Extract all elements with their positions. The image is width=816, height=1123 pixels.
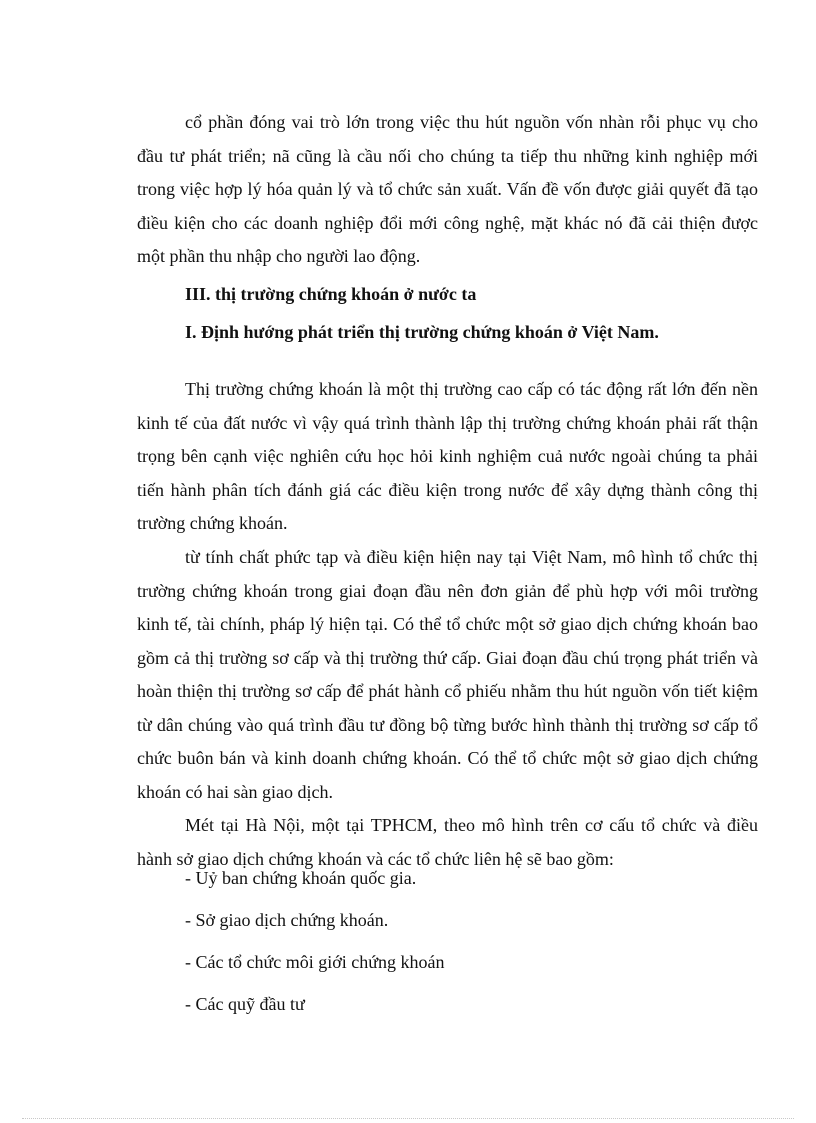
page-bottom-divider	[22, 1118, 794, 1119]
list-item: - Sở giao dịch chứng khoán.	[185, 910, 389, 930]
paragraph-share-capital: cổ phần đóng vai trò lớn trong việc thu hút nguồn vốn nhàn rỗi phục vụ cho đầu tư phát triển; nã cũng là cầu nối cho chúng ta tiếp thu những kinh nghiệp mới trong việc hợp lý hóa quản lý và tổ chức sản xuất. Vấn đề vốn được giải quyết đã tạo điều kiện cho các doanh nghiệp đổi mới công nghệ, mặt khác nó đã cải thiện được một phần thu nhập cho người lao động.	[137, 112, 758, 266]
paragraph-exchange-structure: Mét tại Hà Nội, một tại TPHCM, theo mô hình trên cơ cấu tổ chức và điều hành sở giao dịch chứng khoán và các tổ chức liên hệ sẽ bao gồm:	[137, 815, 758, 869]
organization-list	[185, 862, 758, 1030]
list-item: - Các tổ chức môi giới chứng khoán	[185, 952, 445, 972]
list-item: - Các quỹ đầu tư	[185, 994, 305, 1014]
paragraph-market-model: từ tính chất phức tạp và điều kiện hiện nay tại Việt Nam, mô hình tổ chức thị trường chứng khoán trong giai đoạn đầu nên đơn giản để phù hợp với môi trường kinh tế, tài chính, pháp lý hiện tại. Có thể tổ chức một sở giao dịch chứng khoán bao gồm cả thị trường sơ cấp và thị trường thứ cấp. Giai đoạn đầu chú trọng phát triển và hoàn thiện thị trường sơ cấp để phát hành cổ phiếu nhằm thu hút nguồn vốn tiết kiệm từ dân chúng vào quá trình đầu tư đồng bộ từng bước hình thành thị trường sơ cấp tổ chức buôn bán và kinh doanh chứng khoán. Có thể tổ chức một sở giao dịch chứng khoán có hai sàn giao dịch.	[137, 547, 758, 802]
subsection-heading: I. Định hướng phát triển thị trường chứng khoán ở Việt Nam.	[185, 322, 659, 342]
paragraph-market-orientation: Thị trường chứng khoán là một thị trường cao cấp có tác động rất lớn đến nền kinh tế của đất nước vì vậy quá trình thành lập thị trường chứng khoán phải rất thận trọng bên cạnh việc nghiên cứu học hỏi kinh nghiệm cuả nước ngoài chúng ta phải tiến hành phân tích đánh giá các điều kiện trong nước để xây dựng thành công thị trường chứng khoán.	[137, 379, 758, 533]
section-heading: III. thị trường chứng khoán ở nước ta	[185, 284, 477, 304]
list-item: - Uỷ ban chứng khoán quốc gia.	[185, 868, 417, 888]
